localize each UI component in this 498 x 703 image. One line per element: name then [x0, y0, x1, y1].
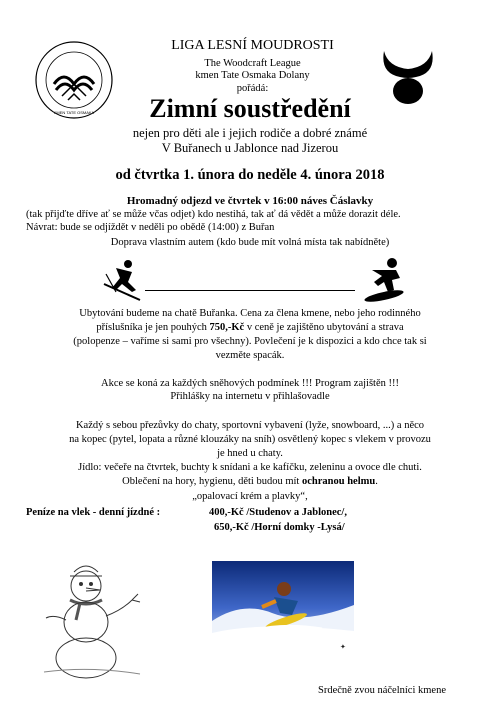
signature: Srdečně zvou náčelníci kmene	[318, 685, 446, 696]
snowboard-photo	[212, 561, 354, 655]
accommodation-line-3: (polopenze – vaříme si sami pro všechny). Povlečení je k dispozici a kdo chce tak si	[73, 336, 427, 347]
organizes-label: pořádá:	[236, 83, 269, 94]
logo-bottom-text: KMEN TATE OSMAKA	[53, 110, 95, 115]
accommodation-price: 750,-Kč	[209, 322, 245, 333]
lift-price-studenov: 400,-Kč /Studenov a Jablonec/,	[209, 507, 347, 518]
accommodation-text-post: v ceně je zajištěno ubytování a strava	[244, 322, 404, 333]
conditions-line-2: Přihlášky na internetu v přihlašovadle	[170, 391, 330, 402]
accommodation-line-1: Ubytování budeme na chatě Buřanka. Cena za člena kmene, nebo jeho rodinného	[79, 308, 421, 319]
accommodation-text-pre: příslušníka je jen pouhých	[96, 322, 210, 333]
packing-food: Jídlo: večeře na čtvrtek, buchty k snídani a ke kafíčku, zeleninu a ovoce dle chuti.	[78, 462, 422, 473]
event-dates: od čtvrtka 1. února do neděle 4. února 2018	[115, 167, 385, 183]
lift-price-lysa: 650,-Kč /Horní domky -Lysá/	[214, 522, 345, 533]
org-subtitle-tribe: kmen Tate Osmaka Dolany	[195, 70, 310, 81]
event-subtitle-location: V Buřanech u Jablonce nad Jizerou	[161, 141, 339, 155]
packing-line-2: na kopec (pytel, lopata a různé klouzáky na sníh) osvětlený kopec s vlekem v provozu	[69, 434, 431, 445]
packing-clothes	[10, 475, 490, 488]
packing-sunscreen: „opalovací krém a plavky“,	[192, 491, 308, 502]
helmet-requirement: ochranou helmu	[301, 476, 376, 487]
transport-info: Doprava vlastním autem (kdo bude mít volná místa tak nabídněte)	[110, 237, 390, 248]
accommodation-line-2	[20, 321, 480, 334]
departure-note: (tak přijďte dříve ať se může včas odjet) kdo nestihá, tak ať dá vědět a může dorazit déle.	[26, 209, 401, 220]
packing-line-3: je hned u chaty.	[217, 448, 283, 459]
packing-line-1: Každý s sebou přezůvky do chaty, sportovní vybavení (lyže, snowboard, ...) a něco	[75, 420, 425, 431]
svg-text:✦: ✦	[340, 644, 346, 651]
departure-info: Hromadný odjezd ve čtvrtek v 16:00 náves Čáslavky	[126, 195, 374, 207]
skier-icon	[102, 258, 142, 302]
snowman-illustration	[40, 560, 150, 680]
clothes-text-pre: Oblečení na hory, hygienu, děti budou mít	[122, 476, 302, 487]
event-subtitle-audience: nejen pro děti ale i jejich rodiče a dobré známé	[132, 126, 368, 140]
org-subtitle-league: The Woodcraft League	[204, 58, 301, 69]
accommodation-line-4: vezměte spacák.	[215, 350, 285, 361]
clothes-text-post: .	[375, 476, 378, 487]
org-title: LIGA LESNÍ MOUDROSTI	[171, 38, 334, 53]
return-info: Návrat: bude se odjíždět v neděli po obědě (14:00) z Buřan	[26, 222, 275, 233]
lift-price-label: Peníze na vlek - denní jízdné :	[26, 507, 161, 518]
snowboarder-icon	[362, 256, 408, 304]
divider-line	[145, 290, 355, 291]
event-title: Zimní soustředění	[149, 94, 351, 123]
conditions-line-1: Akce se koná za každých sněhových podmínek !!! Program zajištěn !!!	[101, 378, 399, 389]
